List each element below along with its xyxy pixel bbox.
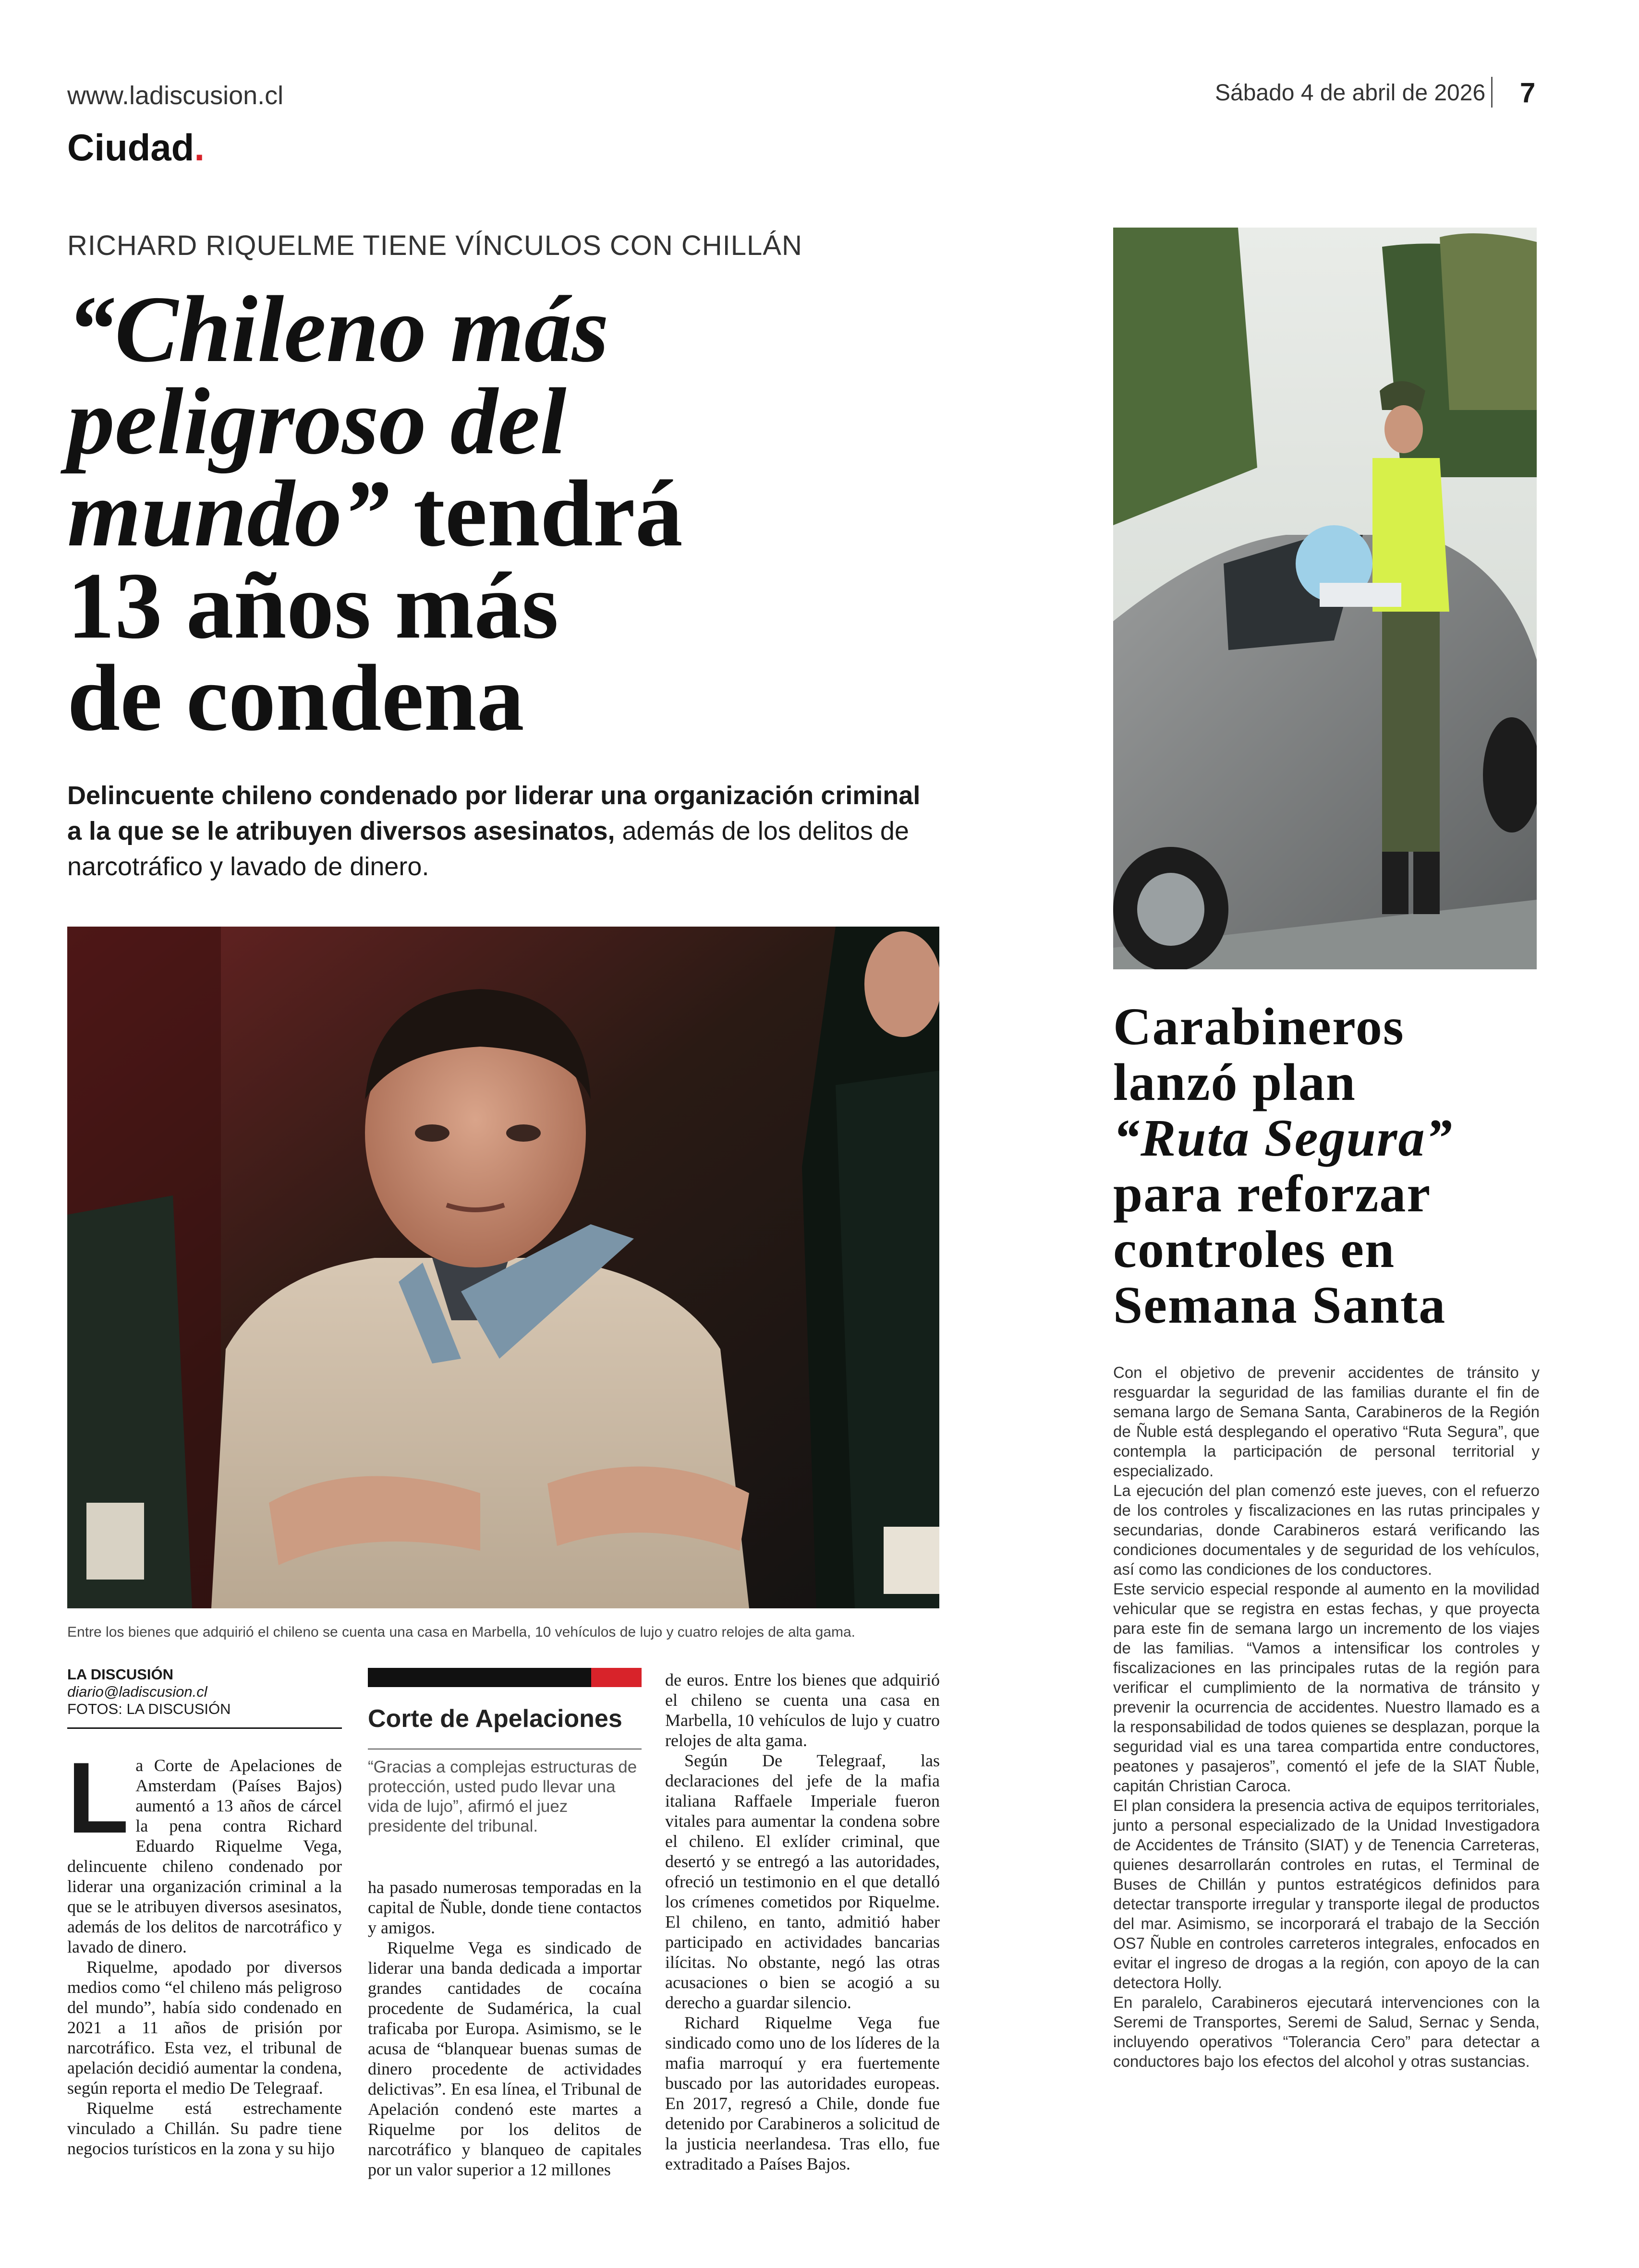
section-dot: . <box>194 126 205 169</box>
body-column-3 <box>665 1670 940 2174</box>
side-paragraph-2: La ejecución del plan comenzó este jueves, con el refuerzo de los controles y fiscalizaciones en las rutas principales y secundarias, donde Carabineros estará verificando las condiciones documentales y de seguridad de los vehículos, así como las condiciones de los conductores. <box>1113 1482 1540 1578</box>
byline-author: LA DISCUSIÓN <box>67 1666 174 1683</box>
side-headline-line-4: para reforzar <box>1113 1164 1432 1223</box>
side-paragraph-5: En paralelo, Carabineros ejecutará intervenciones con la Seremi de Transportes, Seremi de Salud, Sernac y Senda, incluyendo operativos “Tolerancia Cero” para detectar a conductores bajo los efectos del alcohol y otras sustancias. <box>1113 1993 1540 2070</box>
body-column-2 <box>368 1877 642 2180</box>
headline-line-4: 13 años más <box>67 553 559 658</box>
col1-paragraph-3: Riquelme está estrechamente vinculado a Chillán. Su padre tiene negocios turísticos en la zona y su hijo <box>67 2099 342 2158</box>
subhead: Corte de Apelaciones <box>368 1705 622 1733</box>
side-headline-line-3: “Ruta Segura” <box>1113 1109 1453 1167</box>
byline-email[interactable]: diario@ladiscusion.cl <box>67 1683 207 1700</box>
photo-caption: Entre los bienes que adquirió el chileno se cuenta una casa en Marbella, 10 vehículos de lujo y cuatro relojes de alta gama. <box>67 1624 856 1640</box>
headline-line-5: de condena <box>67 645 524 750</box>
pull-quote: “Gracias a complejas estructuras de protección, usted pudo llevar una vida de lujo”, afirmó el juez presidente del tribunal. <box>368 1758 637 1835</box>
header-divider <box>1491 77 1493 108</box>
col2-paragraph-2: Riquelme Vega es sindicado de liderar una banda dedicada a importar grandes cantidades de cocaína procedente de Sudamérica, la cual traficaba por Europa. Asimismo, se le acusa de “blanquear buenas sumas de dinero procedente de actividades delictivas”. En esa línea, el Tribunal de Apelación condenó este martes a Riquelme por los delitos de narcotráfico y blanqueo de capitales por un valor superior a 12 millones <box>368 1938 642 2179</box>
side-paragraph-3: Este servicio especial responde al aumento en la movilidad vehicular que se registra en estas fechas, y que proyecta para este fin de semana largo un incremento de los viajes de las familias. “Vamos a intensificar los controles y fiscalizaciones en las principales rutas de la región para verificar el cumplimiento de la normativa de tránsito y prevenir la ocurrencia de accidentes. Nuestro llamado es a la responsabilidad de todos quienes se desplazan, porque la seguridad vial es una tarea compartida entre conductores, peatones y pasajeros”, comentó el jefe de la SIAT Ñuble, capitán Christian Caroca. <box>1113 1580 1540 1795</box>
subhead-bar <box>368 1668 642 1687</box>
headline-line-3b: tendrá <box>389 461 683 566</box>
byline-photos: FOTOS: LA DISCUSIÓN <box>67 1701 231 1717</box>
side-headline-line-5: controles en <box>1113 1220 1396 1279</box>
headline-line-2: peligroso del <box>67 369 567 474</box>
deck-bold: Delincuente chileno condenado por liderar una organización criminal a la que se le atribuyen diversos asesinatos, <box>67 781 921 845</box>
col2-paragraph-1: ha pasado numerosas temporadas en la capital de Ñuble, donde tiene contactos y amigos. <box>368 1878 642 1937</box>
side-headline-line-2: lanzó plan <box>1113 1053 1356 1111</box>
drop-cap: L <box>67 1741 129 1854</box>
body-column-1 <box>67 1741 342 2159</box>
main-photo <box>67 927 939 1608</box>
main-headline <box>67 277 941 750</box>
byline-rule <box>67 1727 342 1729</box>
side-paragraph-1: Con el objetivo de prevenir accidentes de tránsito y resguardar la seguridad de las familias durante el fin de semana largo de Semana Santa, Carabineros de la Región de Ñuble está desplegando el operativo “Ruta Segura”, que contempla la participación de personal territorial y especializado. <box>1113 1363 1540 1480</box>
section-title <box>67 126 205 169</box>
deck-rest: además de los delitos de narcotráfico y lavado de dinero. <box>67 817 909 881</box>
site-url[interactable]: www.ladiscusion.cl <box>67 81 284 110</box>
side-body <box>1113 1363 1540 2071</box>
col3-paragraph-2: Según De Telegraaf, las declaraciones del jefe de la mafia italiana Raffaele Imperiale fueron vitales para aumentar la condena sobre el chileno. El exlíder criminal, que desertó y se entregó a las autoridades, ofreció un testimonio en el que detalló los crímenes cometidos por Riquelme. El chileno, en tanto, admitió haber participado en actividades bancarias ilícitas. No obstante, negó las otras acusaciones o bien se acogió a su derecho a guardar silencio. <box>665 1751 940 2012</box>
subhead-bar-accent <box>591 1668 642 1687</box>
deck <box>67 778 941 884</box>
side-headline <box>1113 999 1545 1333</box>
col1-paragraph-2: Riquelme, apodado por diversos medios como “el chileno más peligroso del mundo”, había sido condenado en 2021 a 11 años de prisión por narcotráfico. Esta vez, el tribunal de apelación decidió aumentar la condena, según reporta el medio De Telegraaf. <box>67 1957 342 2098</box>
side-photo <box>1113 228 1537 969</box>
main-photo-image <box>67 927 939 1608</box>
byline <box>67 1666 231 1718</box>
side-headline-line-6: Semana Santa <box>1113 1276 1446 1334</box>
side-paragraph-4: El plan considera la presencia activa de equipos territoriales, junto a personal especializado de la Unidad Investigadora de Accidentes de Tránsito (SIAT) y de Tenencia Carreteras, quienes desarrollarán controles en rutas, el Terminal de Buses de Chillán y puntos estratégicos definidos para detectar transporte irregular y transporte ilegal de productos del mar. Asimismo, se incorporará el trabajo de la Sección OS7 Ñuble en controles carreteros integrales, enfocados en evitar el ingreso de drogas a la región, con apoyo de la can detectora Holly. <box>1113 1797 1540 1991</box>
issue-date: Sábado 4 de abril de 2026 <box>1215 80 1486 106</box>
side-photo-image <box>1113 228 1537 969</box>
section-label: Ciudad <box>67 126 194 169</box>
headline-line-1: “Chileno más <box>67 277 609 382</box>
kicker: RICHARD RIQUELME TIENE VÍNCULOS CON CHILLÁN <box>67 230 802 261</box>
col3-paragraph-1: de euros. Entre los bienes que adquirió el chileno se cuenta una casa en Marbella, 10 vehículos de lujo y cuatro relojes de alta gama. <box>665 1670 940 1750</box>
col1-paragraph-1: a Corte de Apelaciones de Amsterdam (Países Bajos) aumentó a 13 años de cárcel la pena contra Richard Eduardo Riquelme Vega, delincuente chileno condenado por liderar una organización criminal a la que se le atribuyen diversos asesinatos, además de los delitos de narcotráfico y lavado de dinero. <box>67 1756 342 1956</box>
side-headline-line-1: Carabineros <box>1113 997 1405 1056</box>
page-number: 7 <box>1520 77 1536 109</box>
col3-paragraph-3: Richard Riquelme Vega fue sindicado como uno de los líderes de la mafia marroquí y era fuertemente buscado por las autoridades europeas. En 2017, regresó a Chile, donde fue detenido por Carabineros a solicitud de la justicia neerlandesa. Tras ello, fue extraditado a Países Bajos. <box>665 2013 940 2173</box>
headline-line-3a: mundo” <box>67 461 390 566</box>
